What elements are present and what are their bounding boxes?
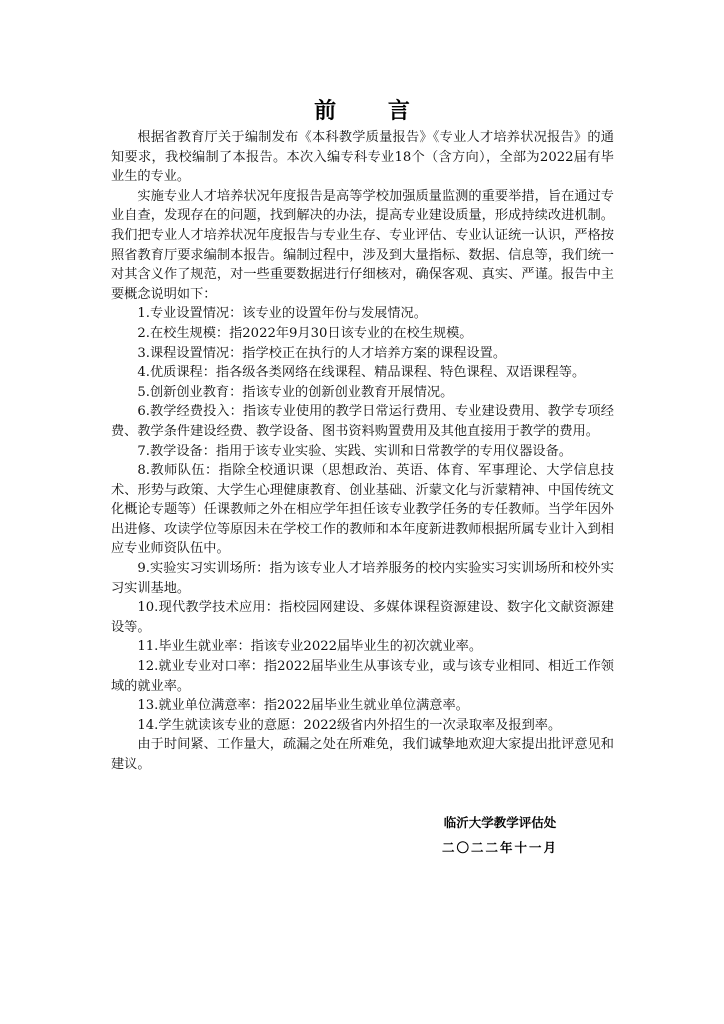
definition-item-8: 8.教师队伍：指除全校通识课（思想政治、英语、体育、军事理论、大学信息技术、形势与政策、大学生心理健康教育、创业基础、沂蒙文化与沂蒙精神、中国传统文化概论专题等）任课教师之外在相应学年担任该专业教学任务的专任教师。当学年因外出进修、攻读学位等原因未在学校工作的教师和本年度新进教师根据所属专业计入到相应专业师资队伍中。 [111,463,614,557]
signature-organization: 临沂大学教学评估处 [443,815,557,830]
definition-item-1: 1.专业设置情况：该专业的设置年份与发展情况。 [137,306,427,322]
definition-item-6: 6.教学经费投入：指该专业使用的教学日常运行费用、专业建设费用、教学专项经费、教学条件建设经费、教学设备、图书资料购置费用及其他直接用于教学的费用。 [111,404,614,439]
definition-item-7: 7.教学设备：指用于该专业实验、实践、实训和日常教学的专用仪器设备。 [137,443,572,459]
definition-item-10: 10.现代教学技术应用：指校园网建设、多媒体课程资源建设、数字化文献资源建设等。 [111,600,614,635]
definition-item-13: 13.就业单位满意率：指2022届毕业生就业单位满意率。 [137,698,469,714]
definition-item-11: 11.毕业生就业率：指该专业2022届毕业生的初次就业率。 [137,639,483,655]
definition-item-9: 9.实验实习实训场所：指为该专业人才培养服务的校内实验实习实训场所和校外实习实训基地。 [111,561,614,596]
definition-item-5: 5.创新创业教育：指该专业的创新创业教育开展情况。 [137,384,454,400]
paragraph-closing: 由于时间紧、工作量大，疏漏之处在所难免，我们诚挚地欢迎大家提出批评意见和建议。 [111,737,614,772]
preface-body [111,128,614,775]
paragraph-purpose: 实施专业人才培养状况年度报告是高等学校加强质量监测的重要举措，旨在通过专业自查，发现存在的问题，找到解决的办法，提高专业建设质量，形成持续改进机制。我们把专业人才培养状况年度报告与专业生存、专业评估、专业认证统一认识，严格按照省教育厅要求编制本报告。编制过程中，涉及到大量指标、数据、信息等，我们统一对其含义作了规范，对一些重要数据进行仔细核对，确保客观、真实、严谨。报告中主要概念说明如下： [111,188,614,302]
signature-date: 二〇二二年十一月 [441,840,558,855]
definition-item-3: 3.课程设置情况：指学校正在执行的人才培养方案的课程设置。 [137,345,507,361]
page-title: 前 言 [314,99,432,124]
definition-item-12: 12.就业专业对口率：指2022届毕业生从事该专业，或与该专业相同、相近工作领域的就业率。 [111,659,614,694]
definition-item-4: 4.优质课程：指各级各类网络在线课程、精品课程、特色课程、双语课程等。 [137,365,586,381]
paragraph-intro: 根据省教育厅关于编制发布《本科教学质量报告》《专业人才培养状况报告》的通知要求，我校编制了本报告。本次入编专科专业18个（含方向），全部为2022届有毕业生的专业。 [111,130,614,185]
definition-item-2: 2.在校生规模：指2022年9月30日该专业的在校生规模。 [137,325,473,341]
definition-item-14: 14.学生就读该专业的意愿：2022级省内外招生的一次录取率及报到率。 [137,717,562,733]
